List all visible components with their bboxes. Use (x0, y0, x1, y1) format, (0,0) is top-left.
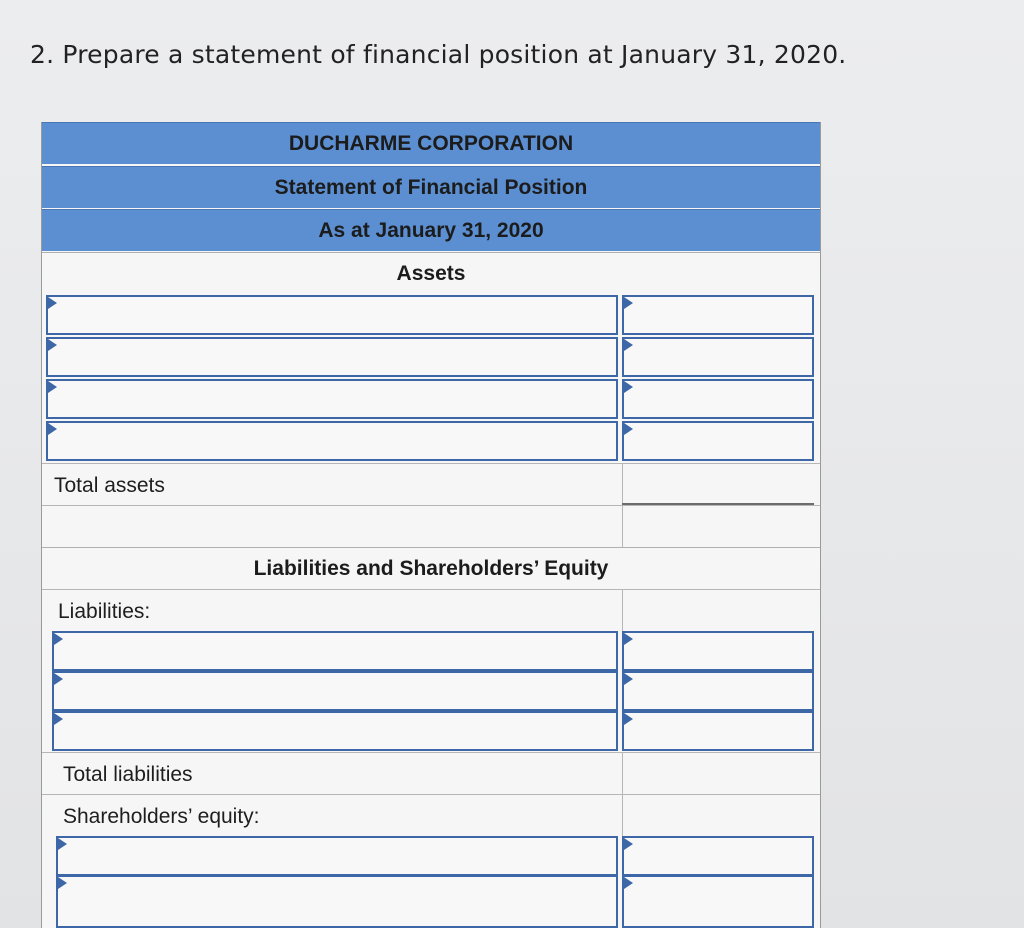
dropdown-marker-icon (54, 633, 63, 645)
equity-row (42, 875, 820, 928)
dropdown-marker-icon (624, 423, 633, 435)
total-liabilities-row (42, 752, 820, 794)
statement-date-header: As at January 31, 2020 (42, 209, 820, 251)
total-liabilities-amount-input[interactable] (622, 753, 814, 794)
dropdown-marker-icon (624, 838, 633, 850)
equity-amount-input[interactable] (622, 836, 814, 876)
asset-amount-input[interactable] (622, 421, 814, 461)
asset-row (42, 295, 820, 337)
asset-row (42, 337, 820, 379)
liability-amount-input[interactable] (622, 631, 814, 671)
asset-account-select[interactable] (46, 421, 618, 461)
liabilities-equity-heading (42, 547, 820, 589)
total-assets-amount-input[interactable] (622, 464, 814, 505)
question-prompt: 2. Prepare a statement of financial position at January 31, 2020. (30, 40, 847, 69)
total-assets-row (42, 463, 820, 505)
dropdown-marker-icon (48, 381, 57, 393)
liability-row (42, 631, 820, 673)
liability-row (42, 711, 820, 753)
equity-account-select[interactable] (56, 875, 618, 928)
shareholders-equity-label: Shareholders’ equity: (63, 805, 260, 828)
blank-row (42, 505, 820, 547)
liabilities-amount-cell (622, 590, 814, 631)
asset-amount-input[interactable] (622, 337, 814, 377)
asset-account-select[interactable] (46, 379, 618, 419)
dropdown-marker-icon (48, 423, 57, 435)
company-name-header: DUCHARME CORPORATION (42, 122, 820, 164)
equity-amount-input[interactable] (622, 875, 814, 928)
dropdown-marker-icon (58, 877, 67, 889)
equity-row (42, 836, 820, 878)
dropdown-marker-icon (624, 673, 633, 685)
liability-account-select[interactable] (52, 671, 618, 711)
equity-amount-cell (622, 795, 814, 836)
dropdown-marker-icon (54, 713, 63, 725)
financial-statement-table (41, 122, 821, 928)
liabilities-label-row (42, 589, 820, 631)
dropdown-marker-icon (624, 877, 633, 889)
liabilities-label: Liabilities: (58, 600, 151, 623)
asset-row (42, 421, 820, 463)
asset-account-select[interactable] (46, 295, 618, 335)
total-assets-label: Total assets (54, 474, 165, 497)
liability-account-select[interactable] (52, 631, 618, 671)
dropdown-marker-icon (624, 339, 633, 351)
assets-section-heading: Assets (42, 252, 820, 294)
asset-amount-input[interactable] (622, 379, 814, 419)
liability-amount-input[interactable] (622, 671, 814, 711)
blank-amount-cell (622, 506, 814, 547)
liability-amount-input[interactable] (622, 711, 814, 751)
equity-label-row (42, 794, 820, 836)
equity-account-select[interactable] (56, 836, 618, 876)
dropdown-marker-icon (48, 297, 57, 309)
dropdown-marker-icon (58, 838, 67, 850)
dropdown-marker-icon (624, 297, 633, 309)
liability-row (42, 671, 820, 713)
statement-title-header: Statement of Financial Position (42, 166, 820, 208)
asset-amount-input[interactable] (622, 295, 814, 335)
dropdown-marker-icon (624, 713, 633, 725)
dropdown-marker-icon (624, 381, 633, 393)
asset-account-select[interactable] (46, 337, 618, 377)
dropdown-marker-icon (54, 673, 63, 685)
dropdown-marker-icon (624, 633, 633, 645)
liability-account-select[interactable] (52, 711, 618, 751)
liabilities-equity-heading-text: Liabilities and Shareholders’ Equity (253, 556, 609, 580)
dropdown-marker-icon (48, 339, 57, 351)
total-liabilities-label: Total liabilities (63, 763, 193, 786)
asset-row (42, 379, 820, 421)
